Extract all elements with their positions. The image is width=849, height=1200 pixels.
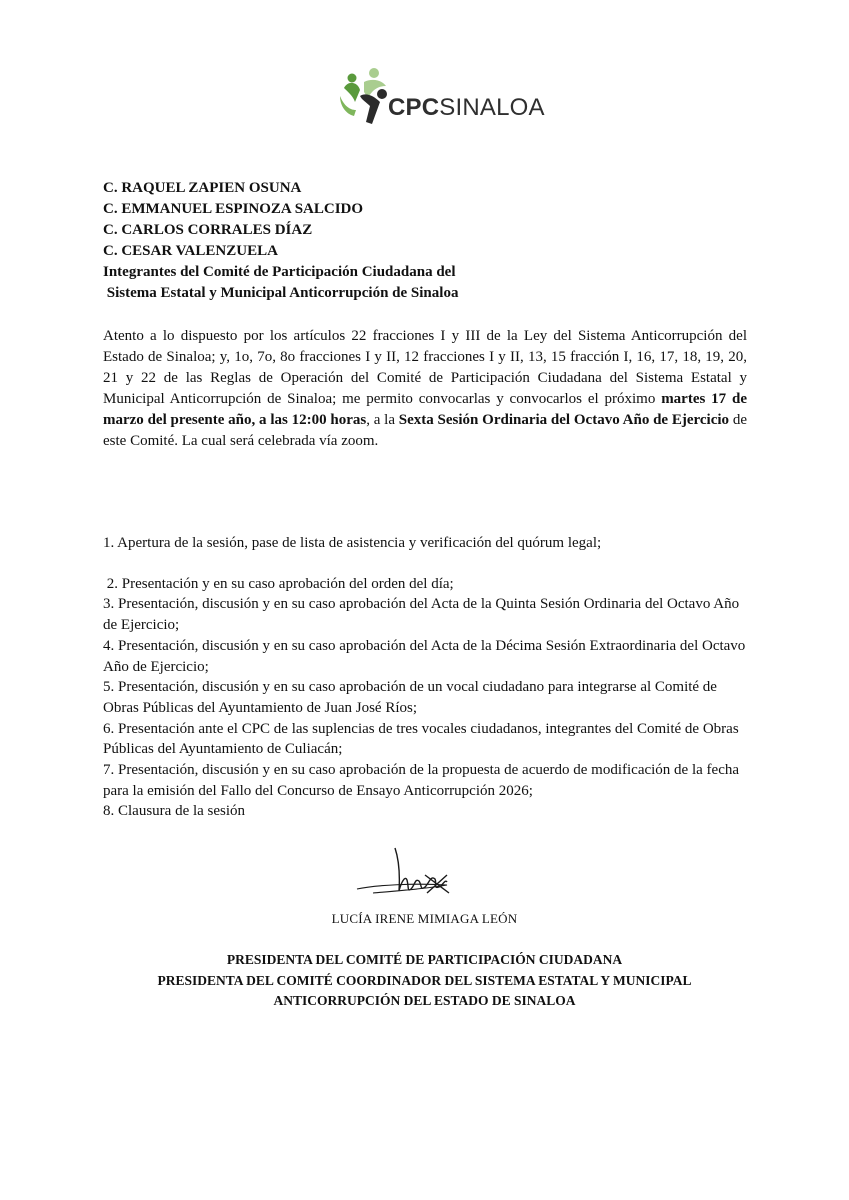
committee-line: Integrantes del Comité de Participación Ciudadana del [103, 264, 456, 280]
title-line: PRESIDENTA DEL COMITÉ COORDINADOR DEL SISTEMA ESTATAL Y MUNICIPAL [157, 972, 692, 988]
addressee-line: C. CARLOS CORRALES DÍAZ [103, 222, 313, 238]
convocation-paragraph: Atento a lo dispuesto por los artículos 22 fracciones I y III de la Ley del Sistema Anticorrupción del Estado de Sinaloa; y, 1o, 7o, 8o fracciones I y II, 12 fracciones I y II, 13, 15 fracción I, 16, 17, 18, 19, 20, 21 y 22 de las Reglas de Operación del Comité de Participación Ciudadana del Sistema Estatal y Municipal Anticorrupción de Sinaloa; me permito convocarlas y convocarlos el próximo martes 17 de marzo del presente año, a las 12:00 horas, a la Sexta Sesión Ordinaria del Octavo Año de Ejercicio de este Comité. La cual será celebrada vía zoom. [103, 328, 747, 449]
agenda-item: 6. Presentación ante el CPC de las suplencias de tres vocales ciudadanos, integrantes del Comité de Obras Públicas del Ayuntamiento de Culiacán; [103, 720, 739, 758]
agenda-item: 7. Presentación, discusión y en su caso aprobación de la propuesta de acuerdo de modificación de la fecha para la emisión del Fallo del Concurso de Ensayo Anticorrupción 2026; [103, 762, 740, 799]
signer-name: LUCÍA IRENE MIMIAGA LEÓN [331, 911, 518, 926]
cpc-people-icon [338, 66, 390, 128]
addressee-line: C. CESAR VALENZUELA [103, 243, 278, 259]
title-line: PRESIDENTA DEL COMITÉ DE PARTICIPACIÓN CIUDADANA [226, 952, 623, 967]
addressee-line: C. EMMANUEL ESPINOZA SALCIDO [103, 201, 364, 217]
agenda-item: 1. Apertura de la sesión, pase de lista de asistencia y verificación del quórum legal; [103, 535, 602, 551]
handwritten-signature [355, 845, 495, 900]
committee-line: Sistema Estatal y Municipal Anticorrupción de Sinaloa [103, 285, 459, 301]
signer-titles [0, 950, 849, 1012]
addressee-block [103, 178, 458, 304]
cpc-sinaloa-logo [338, 66, 545, 136]
addressee-line: C. RAQUEL ZAPIEN OSUNA [103, 180, 302, 196]
agenda-item: 8. Clausura de la sesión [103, 803, 246, 820]
agenda-item: 5. Presentación, discusión y en su caso aprobación de un vocal ciudadano para integrarse al Comité de Obras Públicas del Ayuntamiento de Juan José Ríos; [103, 679, 717, 716]
agenda-item: 2. Presentación y en su caso aprobación del orden del día; [103, 575, 454, 592]
agenda-list [103, 533, 753, 822]
title-line: ANTICORRUPCIÓN DEL ESTADO DE SINALOA [273, 993, 576, 1008]
agenda-item: 4. Presentación, discusión y en su caso aprobación del Acta de la Décima Sesión Extraordinaria del Octavo Año de Ejercicio; [103, 637, 746, 675]
session-date: martes 17 de marzo del presente año, a las 12:00 horas [103, 391, 747, 428]
session-name: Sexta Sesión Ordinaria del Octavo Año de Ejercicio [398, 412, 730, 428]
agenda-item: 3. Presentación, discusión y en su caso aprobación del Acta de la Quinta Sesión Ordinaria del Octavo Año de Ejercicio; [103, 596, 740, 634]
logo-wordmark: CPCSINALOA [388, 94, 545, 121]
